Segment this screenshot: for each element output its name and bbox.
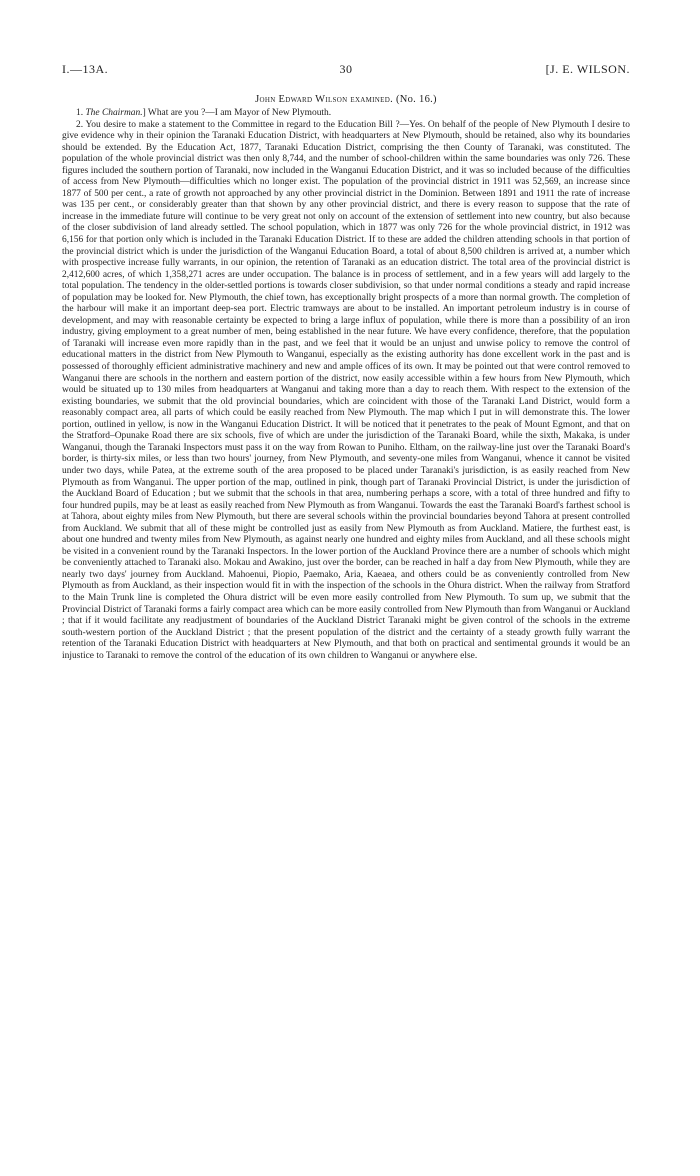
question-paragraph <box>62 108 630 120</box>
question-number: 2. <box>76 119 84 130</box>
testimony-body <box>62 108 630 662</box>
witness-name-header: [J. E. WILSON. <box>545 62 630 76</box>
report-code: I.—13A. <box>62 62 109 76</box>
question-number: 1. <box>76 108 84 118</box>
question-speaker: The Chairman. <box>85 108 143 118</box>
question-paragraph <box>62 120 630 663</box>
witness-number: (No. 16.) <box>395 94 437 105</box>
page-header <box>62 62 630 84</box>
page-number: 30 <box>339 62 353 76</box>
question-text: You desire to make a statement to the Committee in regard to the Education Bill ?—Yes. On behalf of the people of New Plymouth I desire to give evidence why in their opinion the Taranaki Education District, with headquarters at New Plymouth, should be retained, also why its boundaries should be extended. By the Education Act, 1877, Taranaki Education District, comprising the then County of Taranaki, was constituted. The population of the whole provincial district was then only 8,744, and the number of school-children within the same boundaries was only 726. These figures included the southern portion of Taranaki, now included in the Wanganui Education District, and it was so included because of the difficulties of access from New Plymouth—difficulties which no longer exist. The population of the provincial district in 1911 was 52,569, an increase since 1877 of 500 per cent., a rate of growth not approached by any other provincial district in the Dominion. Between 1891 and 1911 the rate of increase was 135 per cent., or considerably greater than that shown by any other provincial district, and there is every reason to suppose that the rate of increase in the immediate future will continue to be very great not only on account of the extension of settlement into new country, but also because of the closer subdivision of land already settled. The school population, which in 1877 was only 726 for the whole provincial district, in 1912 was 6,156 for that portion only which is included in the Taranaki Education District. If to these are added the children attending schools in that portion of the provincial district which is under the jurisdiction of the Wanganui Education Board, a total of about 8,500 children is arrived at, a number which with prospective increase fully warrants, in our opinion, the retention of Taranaki as an education district. The total area of the provincial district is 2,412,600 acres, of which 1,358,271 acres are under occupation. The balance is in process of settlement, and in a few years will add largely to the total population. The tendency in the older-settled portions is towards closer subdivision, so that under normal conditions a steady and rapid increase of population may be looked for. New Plymouth, the chief town, has exceptionally bright prospects of a more than normal growth. The completion of the harbour will make it an important deep-sea port. Electric tramways are about to be installed. An important petroleum industry is in course of development, and may with reasonable certainty be expected to bring a large influx of population, while there is more than a possibility of an iron industry, giving employment to a great number of men, being established in the near future. We have every confidence, therefore, that the population of Taranaki will increase even more rapidly than in the past, and we feel that it would be an unjust and unwise policy to remove the control of educational matters in the district from New Plymouth to Wanganui, especially as the existing authority has done excellent work in the past and is possessed of thoroughly efficient administrative machinery and new and ample offices of its own. It may be pointed out that were control removed to Wanganui there are schools in the northern and eastern portion of the district, now easily accessible within a few hours from New Plymouth, which would be situated up to 130 miles from headquarters at Wanganui and taking more than a day to reach them. With respect to the extension of the existing boundaries, we submit that the old provincial boundaries, which are coincident with those of the Taranaki Land District, would form a reasonably compact area, all parts of which could be easily reached from New Plymouth. The map which I put in will demonstrate this. The lower portion, outlined in yellow, is now in the Wanganui Education District. It will be noticed that it penetrates to the peak of Mount Egmont, and that on the Stratford–Opunake Road there are six schools, five of which are under the jurisdiction of the Taranaki Board, while the sixth, Makaka, is under Wanganui, though the Taranaki Inspectors must pass it on the way from Rowan to Puniho. Eltham, on the railway-line just over the Taranaki Board's border, is thirty-six miles, or less than two hours' journey, from New Plymouth, and seventy-one miles from Wanganui, whence it cannot be visited under two days, while Patea, at the extreme south of the area proposed to be placed under Taranaki's jurisdiction, is as easily reached from New Plymouth as from Wanganui. The upper portion of the map, outlined in pink, though part of Taranaki Provincial District, is under the jurisdiction of the Auckland Board of Education ; but we submit that the schools in that area, numbering perhaps a score, with a total of three hundred and fifty to four hundred pupils, may be at least as easily reached from New Plymouth as from Wanganui. Towards the east the Taranaki Board's farthest school is at Tahora, about eighty miles from New Plymouth, but there are several schools within the provincial boundaries beyond Tahora at present controlled from Auckland. We submit that all of these might be controlled just as easily from New Plymouth as from Auckland. Matiere, the furthest east, is about one hundred and twenty miles from New Plymouth, as against nearly one hundred and eighty miles from Auckland, and all these schools might be visited in a convenient round by the Taranaki Inspectors. In the lower portion of the Auckland Province there are a number of schools which might be conveniently attached to Taranaki also. Mokau and Awakino, just over the border, can be reached in half a day from New Plymouth, while they are nearly two days' journey from Auckland. Mahoenui, Piopio, Paemako, Aria, Kaeaea, and others could be as conveniently controlled from New Plymouth as from Auckland, as their inspection would fit in with the inspection of the schools in the Ohura district. When the railway from Stratford to the Main Trunk line is completed the Ohura district will be even more easily controlled from New Plymouth. To sum up, we submit that the Provincial District of Taranaki forms a fairly compact area which can be more easily controlled from New Plymouth than from Wanganui or Auckland ; that if it would facilitate any readjustment of boundaries of the Auckland District Taranaki might be given control of the schools in the extreme south-western portion of the Auckland District ; that the present population of the district and the certainty of a steady growth fully warrant the retention of the Taranaki Education District with headquarters at New Plymouth, and that both on practical and sentimental grounds it would be an injustice to Taranaki to remove the control of the education of its own children to Wanganui or anywhere else. <box>62 119 630 661</box>
question-text: ] What are you ?—I am Mayor of New Plymouth. <box>142 108 332 118</box>
examination-title <box>62 94 630 105</box>
witness-examined: John Edward Wilson examined. <box>255 94 394 105</box>
